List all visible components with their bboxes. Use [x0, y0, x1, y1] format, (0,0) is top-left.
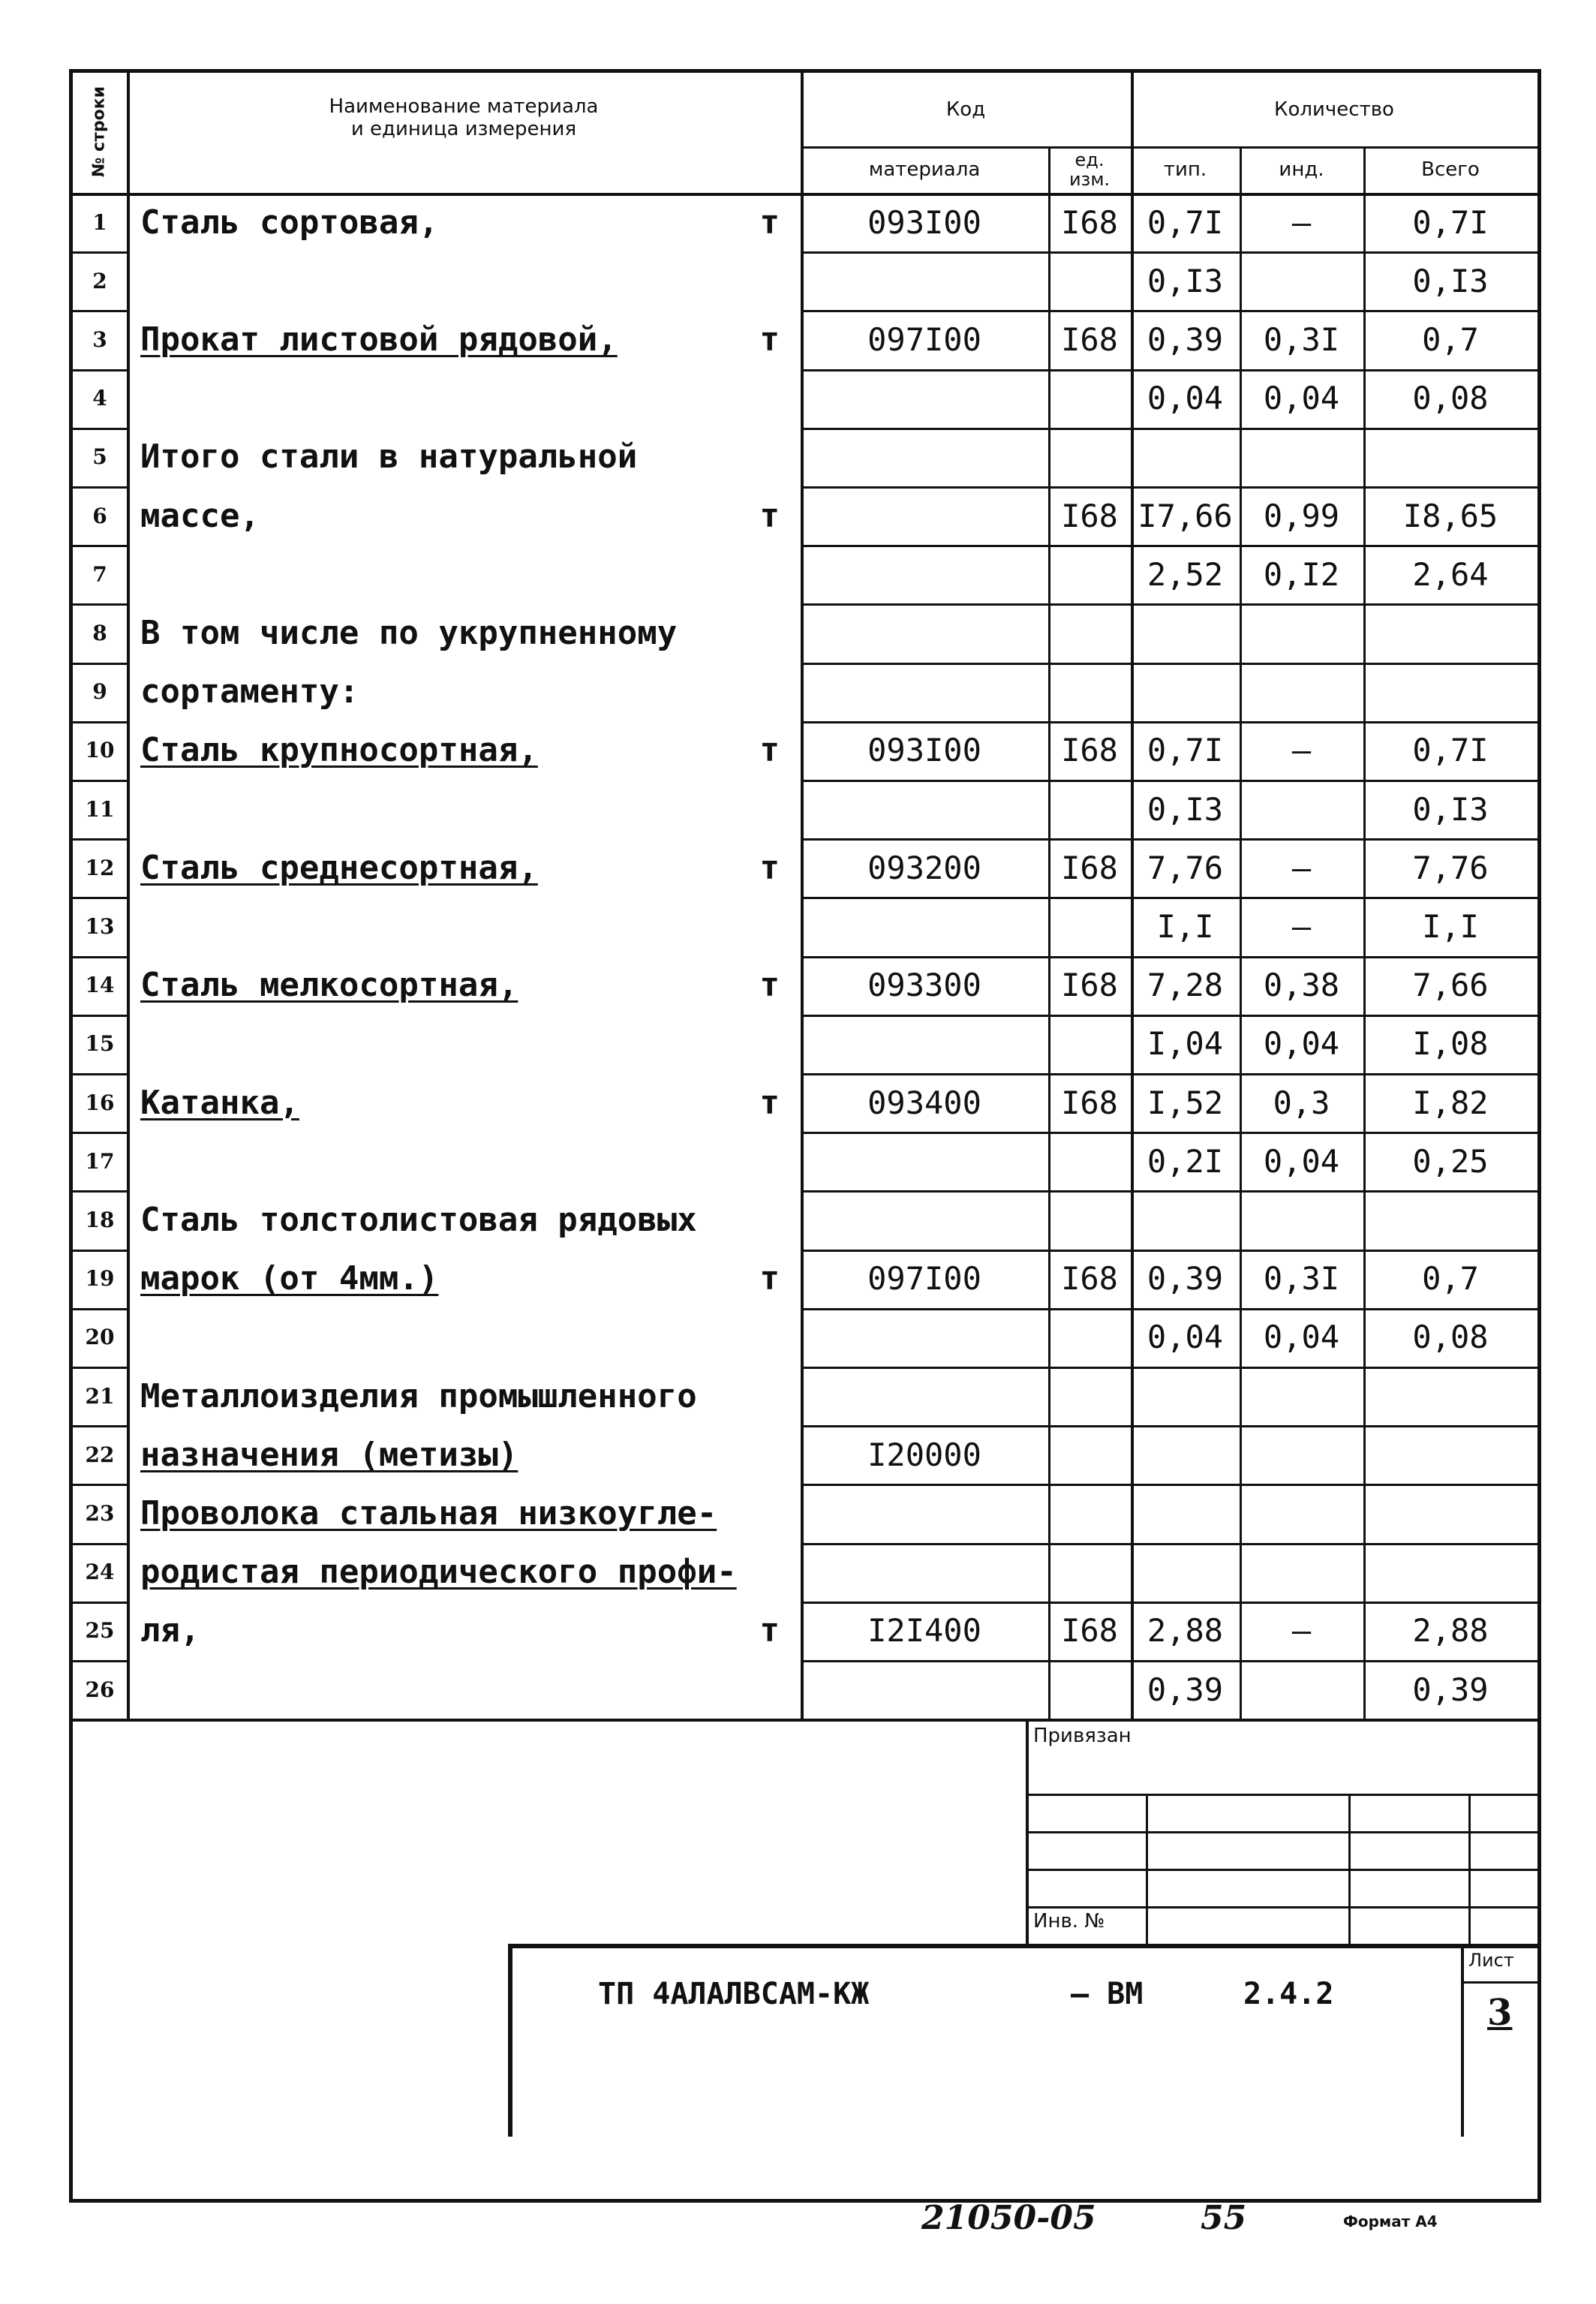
qty-typ: 0,39: [1147, 320, 1224, 358]
material-name: родистая периодического профи-: [140, 1553, 737, 1592]
unit-code: [1048, 251, 1131, 310]
qty-ind: 0,99: [1263, 497, 1340, 534]
unit-of-measure: [741, 1015, 801, 1073]
qty-typ: [1131, 428, 1240, 486]
qty-typ: 2,88: [1147, 1612, 1224, 1650]
material-header: материала: [868, 158, 981, 181]
unit-code: [1048, 369, 1131, 428]
material-code: [801, 1015, 1048, 1073]
unit-of-measure: [741, 1190, 801, 1249]
material-name: [127, 1660, 748, 1719]
qty-typ: 0,7I: [1147, 732, 1224, 769]
material-code: [801, 486, 1048, 545]
material-code: 093400: [867, 1084, 981, 1121]
qty-ind: –: [1291, 1612, 1312, 1650]
material-name: Сталь толстолистовая рядовых: [140, 1200, 697, 1239]
row-number: 5: [92, 444, 107, 470]
unit-of-measure: [741, 780, 801, 838]
material-name: В том числе по укрупненному: [140, 613, 678, 652]
qty-total: 0,7: [1422, 320, 1479, 358]
qty-total: [1363, 603, 1537, 662]
qty-ind: 0,3I: [1263, 320, 1340, 358]
unit-of-measure: [741, 663, 801, 721]
unit-code: I68: [1061, 203, 1118, 241]
material-code: [801, 663, 1048, 721]
document-number: 2.4.2: [1243, 1977, 1334, 2012]
footer-page: 55: [1201, 2199, 1247, 2237]
row-number: 10: [85, 738, 115, 763]
unit-of-measure: [741, 1132, 801, 1190]
qty-ind: [1240, 251, 1363, 310]
material-code: [801, 1132, 1048, 1190]
material-name: [127, 545, 748, 603]
qty-ind: [1240, 428, 1363, 486]
qty-typ: 0,I3: [1147, 790, 1224, 828]
material-code: [801, 428, 1048, 486]
material-name: Металлоизделия промышленного: [140, 1376, 697, 1415]
inventory-no-label: Инв. №: [1033, 1910, 1105, 1933]
material-name: [127, 369, 748, 428]
row-number: 26: [85, 1677, 115, 1702]
unit-code: [1048, 1367, 1131, 1425]
unit-code: [1048, 1543, 1131, 1602]
quantity-header: Количество: [1274, 98, 1394, 121]
material-code: [801, 251, 1048, 310]
qty-typ: [1131, 1190, 1240, 1249]
material-name: Прокат листовой рядовой,: [140, 320, 618, 359]
qty-ind: –: [1291, 849, 1312, 886]
qty-total: 0,08: [1412, 380, 1489, 417]
unit-of-measure: т: [759, 966, 780, 1005]
qty-total: 2,64: [1412, 555, 1489, 593]
unit-of-measure: [741, 1425, 801, 1484]
row-number: 17: [85, 1148, 115, 1174]
unit-code: [1048, 780, 1131, 838]
qty-typ: 0,2I: [1147, 1142, 1224, 1180]
grid-line-v: [1131, 73, 1134, 1719]
row-number: 20: [85, 1325, 115, 1350]
unit-code: [1048, 897, 1131, 955]
footer-code: 21050-05: [921, 2199, 1096, 2237]
material-code: [801, 1484, 1048, 1542]
qty-total: [1363, 663, 1537, 721]
row-number: 19: [85, 1266, 115, 1292]
material-code: 097I00: [867, 1260, 981, 1298]
unit-of-measure: [741, 545, 801, 603]
material-code: [801, 897, 1048, 955]
material-name: сортаменту:: [140, 672, 359, 711]
stamp-line-v: [1146, 1794, 1148, 1944]
unit-code: I68: [1061, 320, 1118, 358]
material-name: назначения (метизы): [140, 1435, 518, 1474]
qty-total: 0,I3: [1412, 790, 1489, 828]
stamp-line-v: [1461, 1944, 1464, 2137]
row-number: 11: [85, 796, 115, 822]
qty-total: 7,76: [1412, 849, 1489, 886]
material-code: 093300: [867, 967, 981, 1004]
unit-code: [1048, 1132, 1131, 1190]
row-number: 18: [85, 1207, 115, 1232]
row-number: 25: [85, 1618, 115, 1644]
stamp-line-h: [1026, 1831, 1537, 1833]
sheet-number: 3: [1487, 1992, 1513, 2035]
material-code: 097I00: [867, 320, 981, 358]
material-name: [127, 251, 748, 310]
grid-line-v: [127, 73, 130, 1719]
qty-ind: [1240, 603, 1363, 662]
unit-code: I68: [1061, 732, 1118, 769]
qty-ind: 0,04: [1263, 1025, 1340, 1063]
row-number: 7: [92, 561, 107, 587]
qty-total: I,08: [1412, 1025, 1489, 1063]
material-code: [801, 545, 1048, 603]
grid-line-h: [73, 1719, 1537, 1722]
unit-of-measure: т: [759, 1083, 780, 1122]
qty-total: [1363, 1543, 1537, 1602]
qty-ind: [1240, 780, 1363, 838]
qty-typ: 0,7I: [1147, 203, 1224, 241]
row-number: 8: [92, 620, 107, 645]
qty-ind: [1240, 1190, 1363, 1249]
material-code: [801, 1660, 1048, 1719]
row-number-header: № строки: [89, 86, 109, 178]
qty-total: I,I: [1422, 907, 1479, 945]
sheet-label: Лист: [1468, 1950, 1514, 1972]
qty-ind: 0,3: [1273, 1084, 1330, 1121]
material-name: ля,: [140, 1611, 200, 1650]
unit-code: [1048, 1190, 1131, 1249]
material-code: [801, 1543, 1048, 1602]
qty-ind: [1240, 1660, 1363, 1719]
qty-typ: 7,76: [1147, 849, 1224, 886]
unit-code: [1048, 1425, 1131, 1484]
material-name: [127, 1308, 748, 1367]
material-code: [801, 603, 1048, 662]
material-name: Итого стали в натуральной: [140, 438, 638, 477]
unit-of-measure: т: [759, 731, 780, 770]
unit-of-measure: т: [759, 848, 780, 887]
material-name: Сталь сортовая,: [140, 203, 439, 242]
material-code: [801, 1367, 1048, 1425]
qty-ind: 0,38: [1263, 967, 1340, 1004]
qty-typ: 0,04: [1147, 1319, 1224, 1356]
qty-ind: –: [1291, 203, 1312, 241]
unit-code: I68: [1061, 967, 1118, 1004]
qty-ind: [1240, 1425, 1363, 1484]
qty-ind: 0,04: [1263, 380, 1340, 417]
qty-ind: [1240, 1367, 1363, 1425]
qty-total: [1363, 1190, 1537, 1249]
unit-of-measure: [741, 428, 801, 486]
qty-total: [1363, 1425, 1537, 1484]
qty-typ: I,I: [1156, 907, 1214, 945]
qty-ind: 0,I2: [1263, 555, 1340, 593]
qty-total: 7,66: [1412, 967, 1489, 1004]
qty-total: 0,08: [1412, 1319, 1489, 1356]
unit-of-measure: [741, 369, 801, 428]
unit-code: [1048, 545, 1131, 603]
material-name: Проволока стальная низкоугле-: [140, 1493, 717, 1532]
qty-total: I,82: [1412, 1084, 1489, 1121]
qty-total: [1363, 1367, 1537, 1425]
row-number: 1: [92, 209, 107, 235]
stamp-line-h: [1461, 1981, 1537, 1984]
unit-code: [1048, 428, 1131, 486]
row-number: 6: [92, 503, 107, 528]
unit-code: I68: [1061, 497, 1118, 534]
qty-typ: 7,28: [1147, 967, 1224, 1004]
material-name: массе,: [140, 496, 260, 535]
document-section: – ВМ: [1071, 1977, 1144, 2012]
qty-ind: [1240, 663, 1363, 721]
material-code: [801, 780, 1048, 838]
unit-of-measure: [741, 603, 801, 662]
unit-of-measure: т: [759, 320, 780, 359]
qty-total: [1363, 428, 1537, 486]
unit-of-measure: т: [759, 1259, 780, 1298]
stamp-line-v: [1348, 1794, 1351, 1944]
qty-total: 0,7I: [1412, 203, 1489, 241]
qty-total: 2,88: [1412, 1612, 1489, 1650]
material-name: Катанка,: [140, 1083, 299, 1122]
row-number: 13: [85, 913, 115, 939]
qty-typ: [1131, 603, 1240, 662]
stamp-line-h: [1026, 1906, 1537, 1908]
material-name: [127, 897, 748, 955]
qty-typ: [1131, 1484, 1240, 1542]
typ-header: тип.: [1163, 158, 1207, 181]
qty-typ: I,52: [1147, 1084, 1224, 1121]
grid-line-v: [1048, 146, 1050, 1719]
qty-ind: 0,3I: [1263, 1260, 1340, 1298]
qty-typ: 0,I3: [1147, 262, 1224, 299]
unit-code: I68: [1061, 1260, 1118, 1298]
unit-of-measure: [741, 897, 801, 955]
row-number: 16: [85, 1090, 115, 1115]
stamp-line-v: [1468, 1794, 1471, 1944]
material-code: I20000: [867, 1436, 981, 1473]
qty-typ: 2,52: [1147, 555, 1224, 593]
grid-line-v: [801, 73, 804, 1719]
stamp-line-h: [508, 1944, 1537, 1948]
drawing-sheet: [69, 69, 1541, 2203]
material-code: 093I00: [867, 732, 981, 769]
material-name: Сталь среднесортная,: [140, 848, 538, 887]
material-code: [801, 1190, 1048, 1249]
name-header-line2: и единица измерения: [350, 118, 577, 140]
unit-code: [1048, 663, 1131, 721]
row-number: 15: [85, 1031, 115, 1057]
unit-code: I68: [1061, 1612, 1118, 1650]
unit-code: I68: [1061, 849, 1118, 886]
row-number: 9: [92, 679, 107, 705]
row-number: 12: [85, 855, 115, 880]
stamp-line-v: [508, 1944, 512, 2137]
ind-header: инд.: [1279, 158, 1324, 181]
material-code: [801, 1308, 1048, 1367]
qty-typ: I7,66: [1138, 497, 1233, 534]
qty-total: [1363, 1484, 1537, 1542]
qty-typ: 0,39: [1147, 1671, 1224, 1708]
row-number: 24: [85, 1560, 115, 1585]
qty-typ: [1131, 663, 1240, 721]
total-header: Всего: [1421, 158, 1480, 181]
material-name: марок (от 4мм.): [140, 1259, 439, 1298]
material-name: Сталь крупносортная,: [140, 731, 538, 770]
qty-ind: [1240, 1484, 1363, 1542]
grid-line-h: [801, 146, 1537, 149]
qty-ind: –: [1291, 732, 1312, 769]
qty-typ: 0,04: [1147, 380, 1224, 417]
unit-of-measure: [741, 1308, 801, 1367]
row-number: 23: [85, 1500, 115, 1526]
format-label: Формат А4: [1343, 2212, 1438, 2230]
material-code: 093I00: [867, 203, 981, 241]
material-code: I2I400: [867, 1612, 981, 1650]
qty-typ: [1131, 1367, 1240, 1425]
row-number: 4: [92, 386, 107, 411]
row-number: 21: [85, 1383, 115, 1409]
unit-code: [1048, 1484, 1131, 1542]
grid-line-v: [1240, 146, 1242, 1719]
qty-total: 0,39: [1412, 1671, 1489, 1708]
grid-line-v: [1363, 146, 1366, 1719]
material-name: [127, 1015, 748, 1073]
name-header: [127, 73, 801, 163]
unit-of-measure: [741, 1660, 801, 1719]
row-number: 14: [85, 973, 115, 998]
qty-total: I8,65: [1402, 497, 1498, 534]
qty-typ: I,04: [1147, 1025, 1224, 1063]
stamp-line-h: [1026, 1794, 1537, 1796]
unit-of-measure: [741, 1367, 801, 1425]
row-number: 3: [92, 326, 107, 352]
qty-typ: [1131, 1543, 1240, 1602]
qty-total: 0,25: [1412, 1142, 1489, 1180]
qty-total: 0,7: [1422, 1260, 1479, 1298]
qty-typ: [1131, 1425, 1240, 1484]
stamp-line-h: [1026, 1869, 1537, 1871]
unit-code: [1048, 1015, 1131, 1073]
qty-ind: –: [1291, 907, 1312, 945]
row-number: 2: [92, 268, 107, 293]
material-code: [801, 369, 1048, 428]
qty-ind: 0,04: [1263, 1142, 1340, 1180]
row-number: 22: [85, 1442, 115, 1467]
material-name: [127, 1132, 748, 1190]
unit-of-measure: [741, 251, 801, 310]
unit-code-header: ед. изм.: [1069, 149, 1111, 190]
qty-ind: 0,04: [1263, 1319, 1340, 1356]
unit-code: [1048, 603, 1131, 662]
unit-code: [1048, 1308, 1131, 1367]
material-name: [127, 780, 748, 838]
unit-of-measure: т: [759, 496, 780, 535]
unit-of-measure: [741, 1484, 801, 1542]
code-header: Код: [945, 98, 986, 121]
name-header-line1: Наименование материала: [329, 95, 599, 118]
document-designation: ТП 4АЛАЛВСАМ-КЖ: [598, 1977, 870, 2012]
unit-of-measure: [741, 1543, 801, 1602]
unit-code: I68: [1061, 1084, 1118, 1121]
qty-total: 0,7I: [1412, 732, 1489, 769]
unit-of-measure: т: [759, 1611, 780, 1650]
material-code: 093200: [867, 849, 981, 886]
unit-code: [1048, 1660, 1131, 1719]
qty-total: 0,I3: [1412, 262, 1489, 299]
material-name: Сталь мелкосортная,: [140, 966, 518, 1005]
qty-typ: 0,39: [1147, 1260, 1224, 1298]
qty-ind: [1240, 1543, 1363, 1602]
privyazan-label: Привязан: [1033, 1725, 1132, 1748]
unit-of-measure: т: [759, 203, 780, 242]
